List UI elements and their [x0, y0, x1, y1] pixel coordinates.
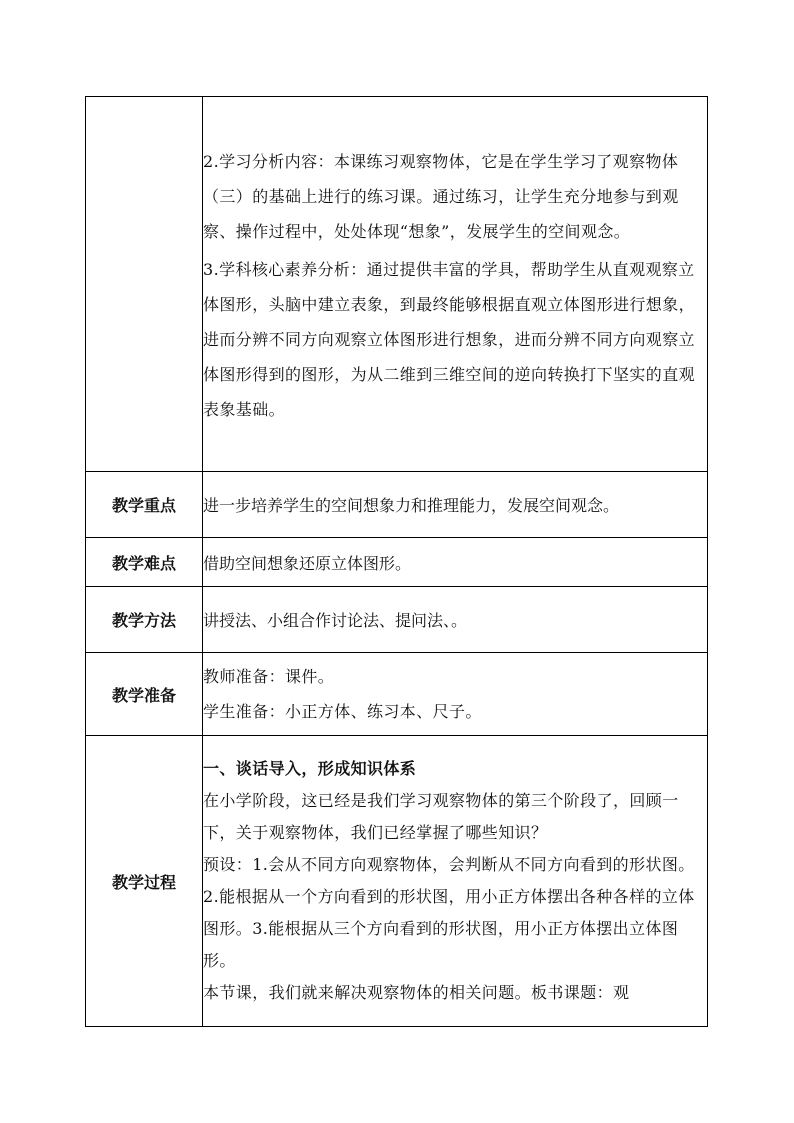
teaching-process-cell — [203, 736, 708, 1027]
analysis-content-cell — [203, 97, 708, 472]
learning-analysis-text: 2.学习分析内容：本课练习观察物体，它是在学生学习了观察物体（三）的基础上进行的练习课。通过练习，让学生充分地参与到观察、操作过程中，处处体现“想象”，发展学生的空间观念。 — [203, 151, 679, 241]
teaching-prep-label: 教学准备 — [86, 653, 203, 736]
teaching-method-text: 讲授法、小组合作讨论法、提问法、。 — [203, 587, 708, 653]
key-point-text: 进一步培养学生的空间想象力和推理能力，发展空间观念。 — [203, 472, 708, 538]
student-prep-text: 学生准备：小正方体、练习本、尺子。 — [203, 702, 482, 721]
lesson-plan-table — [85, 96, 708, 1027]
process-paragraph-2: 预设：1.会从不同方向观察物体，会判断从不同方向看到的形状图。2.能根据从一个方向看到的形状图，用小正方体摆出各种各样的立体图形。3.能根据从三个方向看到的形状图，用小正方体摆出立体图形。 — [203, 855, 695, 970]
core-literacy-analysis-text: 3.学科核心素养分析：通过提供丰富的学具，帮助学生从直观观察立体图形，头脑中建立表象，到最终能够根据直观立体图形进行想象，进而分辨不同方向观察立体图形进行想象，进而分辨不同方向观察立体图形得到的图形，为从二维到三维空间的逆向转换打下坚实的直观表象基础。 — [203, 259, 696, 419]
teaching-method-row — [86, 587, 708, 653]
teaching-process-row — [86, 736, 708, 1027]
teaching-process-label: 教学过程 — [86, 736, 203, 1027]
analysis-row — [86, 97, 708, 472]
teacher-prep-text: 教师准备：课件。 — [203, 667, 335, 686]
process-heading: 一、谈话导入，形成知识体系 — [203, 759, 417, 778]
difficult-point-row — [86, 538, 708, 587]
process-paragraph-1: 在小学阶段，这已经是我们学习观察物体的第三个阶段了，回顾一下，关于观察物体，我们已经掌握了哪些知识？ — [203, 791, 679, 842]
difficult-point-label: 教学难点 — [86, 538, 203, 587]
key-point-label: 教学重点 — [86, 472, 203, 538]
key-point-row — [86, 472, 708, 538]
analysis-label-cell — [86, 97, 203, 472]
teaching-prep-cell — [203, 653, 708, 736]
difficult-point-text: 借助空间想象还原立体图形。 — [203, 538, 708, 587]
process-paragraph-3: 本节课，我们就来解决观察物体的相关问题。板书课题：观 — [203, 983, 630, 1002]
teaching-method-label: 教学方法 — [86, 587, 203, 653]
teaching-prep-row — [86, 653, 708, 736]
